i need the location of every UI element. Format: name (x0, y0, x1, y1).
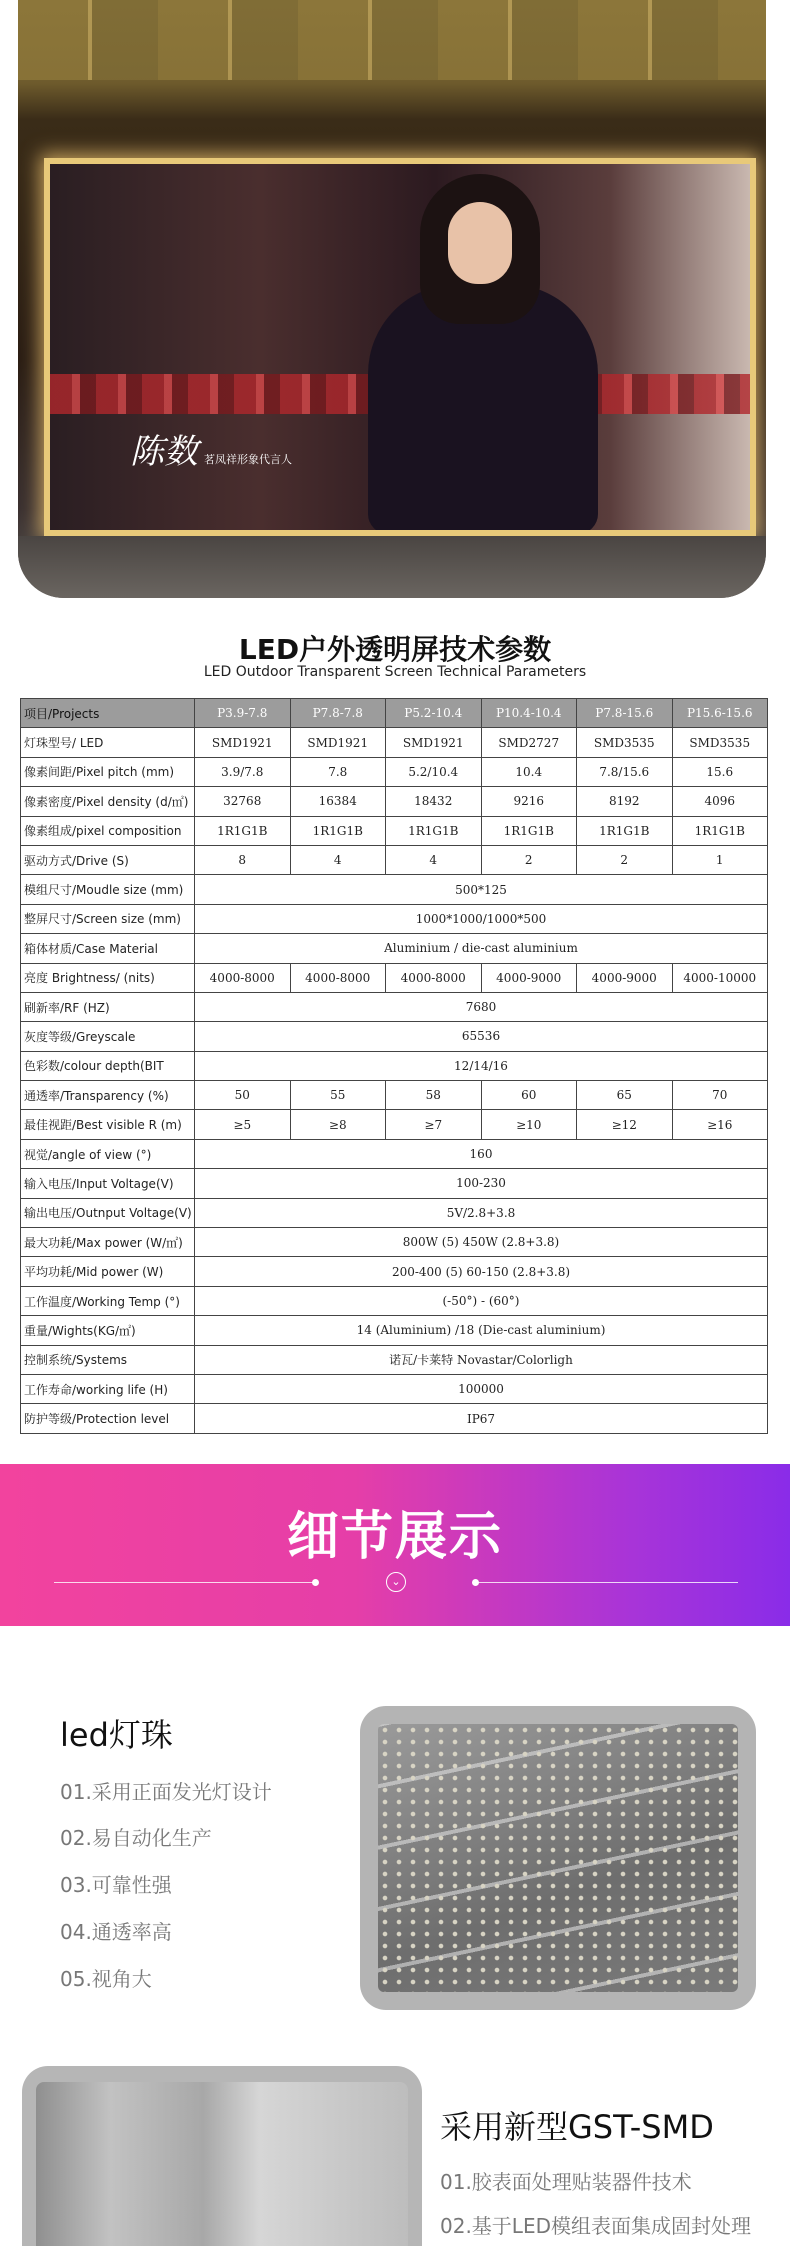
spec-value-cell: 4000-10000 (672, 963, 768, 992)
spec-value-cell: 4096 (672, 787, 768, 816)
spec-value-cell: 16384 (290, 787, 386, 816)
spec-row (21, 1139, 768, 1168)
detail1-feature: 05.视角大 (60, 1967, 152, 1991)
spec-label-cell: 项目/Projects (21, 699, 195, 728)
detail-banner (0, 1464, 790, 1626)
spec-value-cell: 2 (577, 845, 673, 874)
spec-row (21, 963, 768, 992)
detail2-feature: 02.基于LED模组表面集成固封处理 (440, 2214, 751, 2238)
detail1-feature: 03.可靠性强 (60, 1873, 172, 1897)
led-beads-photo (360, 1706, 756, 2010)
led-beads-image (378, 1724, 738, 1992)
spec-label-cell: 像素间距/Pixel pitch (mm) (21, 757, 195, 786)
spec-value-cell: 15.6 (672, 757, 768, 786)
spec-row (21, 757, 768, 786)
spec-value-cell: SMD3535 (577, 728, 673, 757)
spec-row (21, 1404, 768, 1433)
signature-name: 陈数 (130, 432, 198, 472)
spec-value-cell: 60 (481, 1081, 577, 1110)
spec-subtitle: LED Outdoor Transparent Screen Technical Parameters (203, 664, 587, 680)
spec-value-cell: 70 (672, 1081, 768, 1110)
spec-value-cell: 18432 (386, 787, 482, 816)
spec-value-cell: 1R1G1B (386, 816, 482, 845)
spec-label-cell: 亮度 Brightness/ (nits) (21, 963, 195, 992)
signature-caption: 茗凤祥形象代言人 (204, 453, 292, 466)
spec-value-cell: 4000-8000 (195, 963, 291, 992)
banner-title: 细节展示 (286, 1507, 503, 1567)
spec-row (21, 1110, 768, 1139)
spec-row (21, 1257, 768, 1286)
spec-label-cell: 防护等级/Protection level (21, 1404, 195, 1433)
detail2-title: 采用新型GST-SMD (440, 2108, 714, 2146)
spec-value-cell: 5V/2.8+3.8 (195, 1198, 768, 1227)
detail2-feature: 01.胶表面处理贴装器件技术 (440, 2170, 692, 2194)
spec-value-cell: P15.6-15.6 (672, 699, 768, 728)
spec-value-cell: ≥5 (195, 1110, 291, 1139)
spec-value-cell: Aluminium / die-cast aluminium (195, 934, 768, 963)
spec-value-cell: 65536 (195, 1022, 768, 1051)
spec-value-cell: 4 (290, 845, 386, 874)
spec-value-cell: 160 (195, 1139, 768, 1168)
spec-value-cell: 4000-9000 (577, 963, 673, 992)
spec-value-cell: 4000-9000 (481, 963, 577, 992)
spec-label-cell: 输入电压/Input Voltage(V) (21, 1169, 195, 1198)
spec-label-cell: 色彩数/colour depth(BIT (21, 1051, 195, 1080)
spec-label-cell: 模组尺寸/Moudle size (mm) (21, 875, 195, 904)
hero-photo (18, 0, 766, 598)
spec-row (21, 934, 768, 963)
spec-row (21, 1228, 768, 1257)
spec-value-cell: SMD3535 (672, 728, 768, 757)
spec-value-cell: 200-400 (5) 60-150 (2.8+3.8) (195, 1257, 768, 1286)
spec-value-cell: 4000-8000 (386, 963, 482, 992)
spec-value-cell: 1R1G1B (195, 816, 291, 845)
spec-label-cell: 驱动方式/Drive (S) (21, 845, 195, 874)
spec-value-cell: 8 (195, 845, 291, 874)
spec-label-cell: 平均功耗/Mid power (W) (21, 1257, 195, 1286)
spec-value-cell: 58 (386, 1081, 482, 1110)
spec-value-cell: 50 (195, 1081, 291, 1110)
detail1-title: led灯珠 (60, 1716, 173, 1754)
spec-value-cell: 7680 (195, 992, 768, 1021)
spec-label-cell: 视觉/angle of view (°) (21, 1139, 195, 1168)
spec-value-cell: SMD1921 (195, 728, 291, 757)
spec-row (21, 1198, 768, 1227)
spec-header-row (21, 699, 768, 728)
spec-value-cell: 4 (386, 845, 482, 874)
spec-value-cell: 14 (Aluminium) /18 (Die-cast aluminium) (195, 1316, 768, 1345)
spec-label-cell: 最佳视距/Best visible R (m) (21, 1110, 195, 1139)
spec-value-cell: 7.8/15.6 (577, 757, 673, 786)
spec-value-cell: P3.9-7.8 (195, 699, 291, 728)
banner-line-right (476, 1582, 738, 1583)
spec-value-cell: 12/14/16 (195, 1051, 768, 1080)
spec-value-cell: 500*125 (195, 875, 768, 904)
spec-label-cell: 像素组成/pixel composition (21, 816, 195, 845)
spec-value-cell: 1R1G1B (577, 816, 673, 845)
spec-row (21, 1022, 768, 1051)
screen-frame (44, 158, 756, 536)
spec-value-cell: P10.4-10.4 (481, 699, 577, 728)
spec-value-cell: 8192 (577, 787, 673, 816)
spec-label-cell: 输出电压/Outnput Voltage(V) (21, 1198, 195, 1227)
spec-value-cell: 1R1G1B (672, 816, 768, 845)
gst-smd-photo (22, 2066, 422, 2246)
spec-value-cell: 100-230 (195, 1169, 768, 1198)
spec-row (21, 1345, 768, 1374)
spec-label-cell: 工作寿命/working life (H) (21, 1374, 195, 1403)
spec-row (21, 1374, 768, 1403)
spec-value-cell: ≥7 (386, 1110, 482, 1139)
spec-value-cell: ≥12 (577, 1110, 673, 1139)
spec-label-cell: 工作温度/Working Temp (°) (21, 1286, 195, 1315)
spec-table-body (21, 699, 768, 1434)
spec-value-cell: 2 (481, 845, 577, 874)
pavement (18, 536, 766, 598)
spec-row (21, 1081, 768, 1110)
spec-label-cell: 整屏尺寸/Screen size (mm) (21, 904, 195, 933)
spec-row (21, 816, 768, 845)
spec-value-cell: SMD1921 (386, 728, 482, 757)
spec-value-cell: ≥8 (290, 1110, 386, 1139)
detail1-feature: 04.通透率高 (60, 1920, 172, 1944)
spec-value-cell: SMD2727 (481, 728, 577, 757)
spec-value-cell: 32768 (195, 787, 291, 816)
spec-table (20, 698, 768, 1434)
spec-row (21, 845, 768, 874)
spec-value-cell: 3.9/7.8 (195, 757, 291, 786)
spec-value-cell: ≥10 (481, 1110, 577, 1139)
detail1-feature: 02.易自动化生产 (60, 1826, 212, 1850)
spec-value-cell: 55 (290, 1081, 386, 1110)
spec-row (21, 904, 768, 933)
spec-label-cell: 刷新率/RF (HZ) (21, 992, 195, 1021)
spec-value-cell: 4000-8000 (290, 963, 386, 992)
spec-row (21, 992, 768, 1021)
spec-value-cell: 1 (672, 845, 768, 874)
spec-row (21, 1316, 768, 1345)
spec-value-cell: P7.8-7.8 (290, 699, 386, 728)
spec-value-cell: 7.8 (290, 757, 386, 786)
spec-label-cell: 灯珠型号/ LED (21, 728, 195, 757)
spec-row (21, 1169, 768, 1198)
spec-value-cell: SMD1921 (290, 728, 386, 757)
spec-label-cell: 箱体材质/Case Material (21, 934, 195, 963)
spec-value-cell: 9216 (481, 787, 577, 816)
spec-label-cell: 像素密度/Pixel density (d/㎡) (21, 787, 195, 816)
spec-row (21, 1286, 768, 1315)
spec-value-cell: (-50°) - (60°) (195, 1286, 768, 1315)
spec-row (21, 1051, 768, 1080)
spec-row (21, 728, 768, 757)
chevron-down-icon: ⌄ (386, 1572, 406, 1592)
detail1-feature: 01.采用正面发光灯设计 (60, 1780, 272, 1804)
spec-value-cell: IP67 (195, 1404, 768, 1433)
spec-value-cell: ≥16 (672, 1110, 768, 1139)
spec-label-cell: 控制系统/Systems (21, 1345, 195, 1374)
spec-value-cell: 诺瓦/卡莱特 Novastar/Colorligh (195, 1345, 768, 1374)
spec-label-cell: 重量/Wights(KG/㎡) (21, 1316, 195, 1345)
storefront-facade (18, 0, 766, 80)
spec-row (21, 787, 768, 816)
spec-value-cell: 1R1G1B (290, 816, 386, 845)
spec-value-cell: 800W (5) 450W (2.8+3.8) (195, 1228, 768, 1257)
banner-line-left (54, 1582, 316, 1583)
spec-value-cell: 100000 (195, 1374, 768, 1403)
spec-row (21, 875, 768, 904)
spec-value-cell: 1000*1000/1000*500 (195, 904, 768, 933)
spec-value-cell: 1R1G1B (481, 816, 577, 845)
gst-smd-image (36, 2082, 408, 2246)
spec-title: LED户外透明屏技术参数 (238, 633, 552, 666)
spec-label-cell: 通透率/Transparency (%) (21, 1081, 195, 1110)
spec-value-cell: P7.8-15.6 (577, 699, 673, 728)
spec-value-cell: P5.2-10.4 (386, 699, 482, 728)
banner-dot-left (312, 1579, 319, 1586)
spec-value-cell: 5.2/10.4 (386, 757, 482, 786)
spec-value-cell: 10.4 (481, 757, 577, 786)
spec-label-cell: 最大功耗/Max power (W/㎡) (21, 1228, 195, 1257)
spec-value-cell: 65 (577, 1081, 673, 1110)
spec-label-cell: 灰度等级/Greyscale (21, 1022, 195, 1051)
